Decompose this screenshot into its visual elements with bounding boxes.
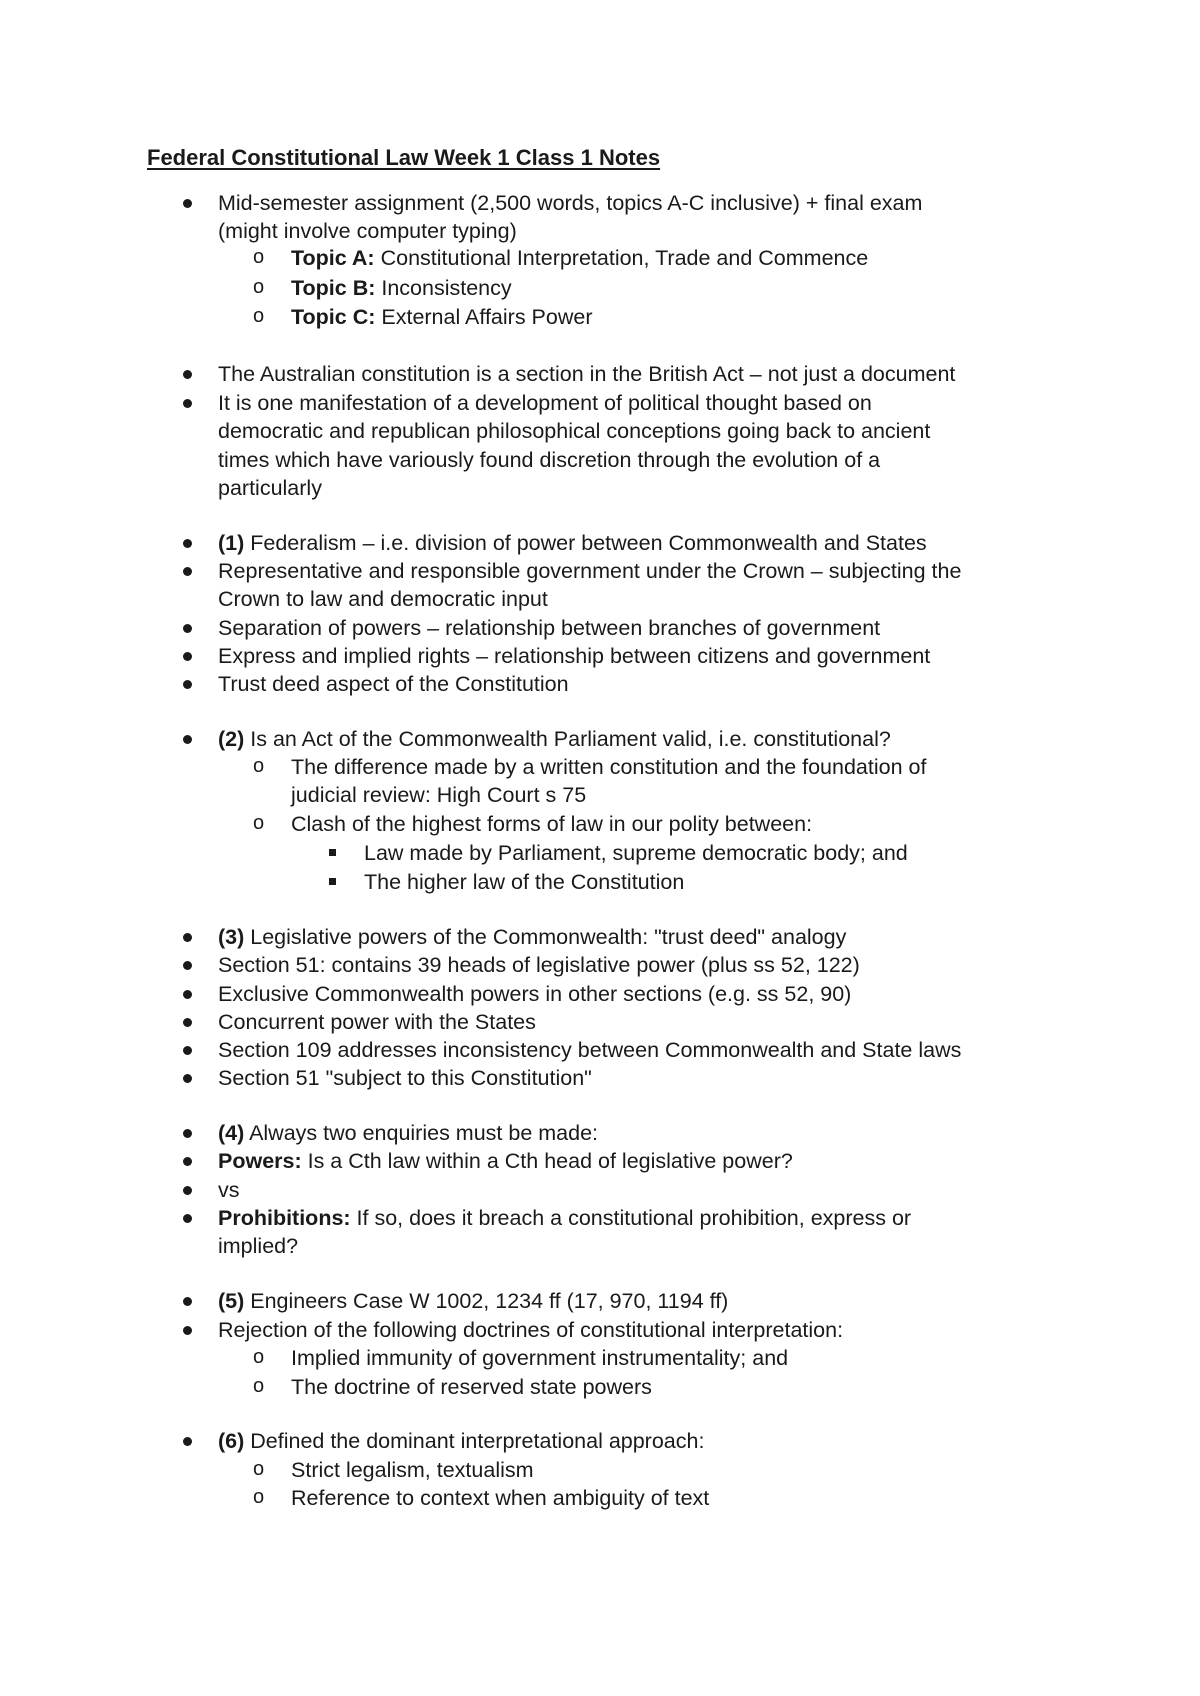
list-item — [218, 446, 880, 474]
list-item — [218, 642, 930, 670]
list-item-text: Representative and responsible government under the Crown – subjecting the — [218, 559, 962, 583]
list-item-lead: (3) — [218, 925, 245, 949]
list-item — [291, 1456, 534, 1484]
list-item — [291, 244, 868, 272]
bullet-circle-icon: o — [253, 755, 265, 777]
list-item-text: Law made by Parliament, supreme democratic body; and — [364, 841, 908, 865]
bullet-circle-icon: o — [253, 1346, 265, 1368]
list-item-lead: (5) — [218, 1289, 245, 1313]
list-item — [218, 1427, 704, 1455]
list-item-text: Federalism – i.e. division of power between Commonwealth and States — [244, 531, 927, 555]
bullet-disc-icon — [183, 1018, 192, 1027]
list-item-text: (might involve computer typing) — [218, 219, 517, 243]
list-item-text: External Affairs Power — [375, 305, 593, 329]
list-item-text: Express and implied rights – relationship between citizens and government — [218, 644, 931, 668]
list-item-text: Reference to context when ambiguity of text — [291, 1486, 710, 1510]
list-item — [218, 1064, 592, 1092]
list-item — [291, 1373, 652, 1401]
bullet-disc-icon — [183, 1074, 192, 1083]
list-item-text: Is an Act of the Commonwealth Parliament valid, i.e. constitutional? — [244, 727, 891, 751]
bullet-disc-icon — [183, 933, 192, 942]
list-item — [218, 529, 927, 557]
list-item — [218, 670, 569, 698]
list-item — [218, 585, 548, 613]
list-item-lead: (2) — [218, 727, 245, 751]
list-item — [218, 557, 961, 585]
list-item-text: The doctrine of reserved state powers — [291, 1375, 652, 1399]
bullet-disc-icon — [183, 539, 192, 548]
list-item — [218, 189, 922, 217]
list-item-text: Legislative powers of the Commonwealth: "trust deed" analogy — [244, 925, 847, 949]
list-item-text: Section 109 addresses inconsistency between Commonwealth and State laws — [218, 1038, 962, 1062]
list-item — [218, 1008, 536, 1036]
list-item-text: implied? — [218, 1234, 299, 1258]
list-item — [291, 753, 926, 781]
list-item-lead: Topic A: — [291, 246, 375, 270]
list-item — [291, 1484, 709, 1512]
bullet-disc-icon — [183, 680, 192, 689]
list-item — [291, 781, 586, 809]
list-item-lead: Prohibitions: — [218, 1206, 351, 1230]
list-item-text: Strict legalism, textualism — [291, 1458, 534, 1482]
list-item-text: If so, does it breach a constitutional prohibition, express or — [350, 1206, 912, 1230]
list-item-lead: Powers: — [218, 1149, 302, 1173]
list-item-text: Crown to law and democratic input — [218, 587, 548, 611]
bullet-disc-icon — [183, 1297, 192, 1306]
bullet-circle-icon: o — [253, 1486, 265, 1508]
bullet-disc-icon — [183, 990, 192, 999]
bullet-disc-icon — [183, 624, 192, 633]
list-item-text: Inconsistency — [375, 276, 512, 300]
list-item-text: Mid-semester assignment (2,500 words, topics A-C inclusive) + final exam — [218, 191, 923, 215]
list-item — [218, 389, 872, 417]
list-item-text: Clash of the highest forms of law in our polity between: — [291, 812, 813, 836]
page-title: Federal Constitutional Law Week 1 Class 1 Notes — [147, 145, 661, 170]
bullet-disc-icon — [183, 961, 192, 970]
list-item — [291, 303, 593, 331]
list-item-text: Engineers Case W 1002, 1234 ff (17, 970, 1194 ff) — [244, 1289, 729, 1313]
list-item — [291, 810, 812, 838]
list-item — [218, 1036, 961, 1064]
bullet-disc-icon — [183, 1129, 192, 1138]
list-item-text: Always two enquiries must be made: — [244, 1121, 599, 1145]
list-item — [218, 614, 880, 642]
list-item-text: Trust deed aspect of the Constitution — [218, 672, 569, 696]
list-item — [218, 1119, 598, 1147]
list-item — [218, 1176, 240, 1204]
list-item — [218, 980, 851, 1008]
list-item-text: It is one manifestation of a development of political thought based on — [218, 391, 872, 415]
list-item — [218, 1204, 911, 1232]
list-item-text: vs — [218, 1178, 240, 1202]
list-item-lead: (4) — [218, 1121, 245, 1145]
bullet-circle-icon: o — [253, 1375, 265, 1397]
bullet-disc-icon — [183, 1326, 192, 1335]
list-item-text: Separation of powers – relationship between branches of government — [218, 616, 881, 640]
bullet-disc-icon — [183, 735, 192, 744]
list-item-text: Implied immunity of government instrumentality; and — [291, 1346, 789, 1370]
list-item-text: Section 51: contains 39 heads of legislative power (plus ss 52, 122) — [218, 953, 860, 977]
list-item-text: Is a Cth law within a Cth head of legislative power? — [301, 1149, 793, 1173]
list-item — [218, 360, 955, 388]
list-item-text: democratic and republican philosophical conceptions going back to ancient — [218, 419, 931, 443]
bullet-disc-icon — [183, 567, 192, 576]
list-item — [364, 868, 684, 896]
list-item-text: judicial review: High Court s 75 — [291, 783, 587, 807]
list-item — [218, 1316, 843, 1344]
list-item — [218, 474, 322, 502]
list-item — [218, 923, 846, 951]
list-item-text: The higher law of the Constitution — [364, 870, 685, 894]
list-item-text: Defined the dominant interpretational approach: — [244, 1429, 705, 1453]
list-item-text: Constitutional Interpretation, Trade and Commence — [374, 246, 869, 270]
bullet-square-icon — [329, 878, 336, 885]
bullet-circle-icon: o — [253, 276, 265, 298]
list-item — [291, 1344, 788, 1372]
bullet-disc-icon — [183, 1186, 192, 1195]
list-item — [291, 274, 512, 302]
bullet-circle-icon: o — [253, 1458, 265, 1480]
list-item-text: Concurrent power with the States — [218, 1010, 536, 1034]
list-item — [364, 839, 908, 867]
list-item — [218, 217, 517, 245]
list-item-lead: Topic C: — [291, 305, 376, 329]
list-item-text: The difference made by a written constitution and the foundation of — [291, 755, 927, 779]
list-item-text: Section 51 "subject to this Constitution" — [218, 1066, 592, 1090]
bullet-disc-icon — [183, 1437, 192, 1446]
list-item-lead: Topic B: — [291, 276, 376, 300]
list-item — [218, 725, 891, 753]
list-item-text: particularly — [218, 476, 322, 500]
bullet-disc-icon — [183, 652, 192, 661]
bullet-square-icon — [329, 849, 336, 856]
list-item-lead: (6) — [218, 1429, 245, 1453]
list-item — [218, 417, 930, 445]
list-item-text: times which have variously found discretion through the evolution of a — [218, 448, 881, 472]
bullet-circle-icon: o — [253, 246, 265, 268]
bullet-disc-icon — [183, 399, 192, 408]
bullet-disc-icon — [183, 1157, 192, 1166]
bullet-disc-icon — [183, 199, 192, 208]
bullet-disc-icon — [183, 1214, 192, 1223]
list-item-text: Exclusive Commonwealth powers in other sections (e.g. ss 52, 90) — [218, 982, 852, 1006]
list-item — [218, 951, 860, 979]
bullet-disc-icon — [183, 370, 192, 379]
list-item-text: Rejection of the following doctrines of constitutional interpretation: — [218, 1318, 844, 1342]
list-item-text: The Australian constitution is a section in the British Act – not just a document — [218, 362, 956, 386]
bullet-circle-icon: o — [253, 812, 265, 834]
bullet-disc-icon — [183, 1046, 192, 1055]
list-item — [218, 1232, 298, 1260]
list-item — [218, 1287, 728, 1315]
list-item — [218, 1147, 793, 1175]
bullet-circle-icon: o — [253, 305, 265, 327]
list-item-lead: (1) — [218, 531, 245, 555]
